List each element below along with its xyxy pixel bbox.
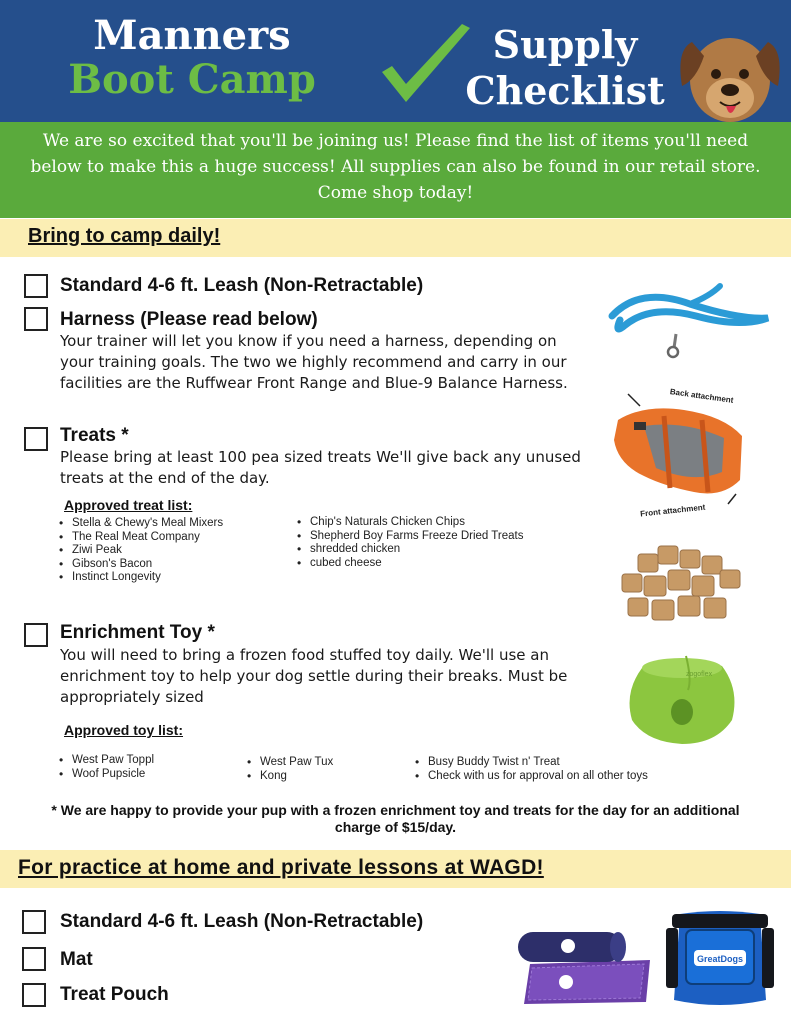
harness-back-label: Back attachment — [669, 387, 734, 405]
list-item: • Ziwi Peak — [58, 544, 223, 558]
enrichment-title: Enrichment Toy * — [60, 622, 215, 643]
dog-face-icon — [674, 20, 786, 124]
intro-banner — [0, 122, 791, 218]
checklist-title-line2: Checklist — [465, 68, 665, 113]
harness-front-label: Front attachment — [639, 502, 706, 519]
enrichment-description: You will need to bring a frozen food stuffed toy daily. We'll use an enrichment toy to help your dog settle during their breaks. Must be appropriately sized — [60, 646, 568, 706]
leash-title: Standard 4-6 ft. Leash (Non-Retractable) — [60, 275, 424, 296]
treat-list-heading: Approved treat list: — [64, 497, 193, 513]
list-item: • cubed cheese — [296, 557, 523, 571]
home-section-heading: For practice at home and private lessons at WAGD! — [18, 856, 544, 879]
list-item: • Busy Buddy Twist n' Treat — [414, 756, 648, 770]
home-section-band — [0, 850, 791, 888]
list-item: • Check with us for approval on all other toys — [414, 770, 648, 784]
camp-title-line1: Manners — [93, 12, 291, 59]
toy-list-col3 — [414, 756, 648, 783]
toy-list-col2 — [246, 756, 333, 783]
toy-list-col1 — [58, 754, 154, 781]
harness-title: Harness (Please read below) — [60, 309, 318, 330]
mat-title: Mat — [60, 949, 93, 970]
enrichment-toy-image — [622, 650, 744, 746]
pouch-brand-text: GreatDogs — [696, 954, 744, 964]
header-banner — [0, 0, 791, 122]
harness-description: Your trainer will let you know if you need a harness, depending on your training goals. The two we highly recommend and carry in our facilities are the Ruffwear Front Range and Blue-9 Balance Harness. — [60, 332, 568, 392]
list-item: • Stella & Chewy's Meal Mixers — [58, 517, 223, 531]
list-item: • West Paw Tux — [246, 756, 333, 770]
toy-brand-text: zogoflex — [686, 671, 713, 678]
mat-checkbox[interactable] — [22, 947, 46, 971]
checklist-title-line1: Supply — [492, 22, 638, 67]
treat-pouch-image — [666, 908, 774, 1012]
harness-checkbox[interactable] — [24, 307, 48, 331]
list-item: • Shepherd Boy Farms Freeze Dried Treats — [296, 530, 523, 544]
daily-section-band — [0, 219, 791, 257]
list-item: • Woof Pupsicle — [58, 768, 154, 782]
mat-image — [510, 916, 658, 1012]
enrichment-checkbox[interactable] — [24, 623, 48, 647]
list-item: • Kong — [246, 770, 333, 784]
extra-charge-note: * We are happy to provide your pup with a frozen enrichment toy and treats for the day for an additional charge of $15/day. — [51, 802, 740, 835]
daily-section-heading: Bring to camp daily! — [28, 225, 221, 247]
list-item: • Gibson's Bacon — [58, 558, 223, 572]
treats-image — [614, 540, 746, 628]
intro-text: We are so excited that you'll be joining us! Please find the list of items you'll need below to make this a huge success! All supplies can also be found in our retail store. Come shop today! — [30, 131, 761, 203]
treats-description: Please bring at least 100 pea sized treats We'll give back any unused treats at the end of the day. — [60, 448, 581, 487]
home-leash-checkbox[interactable] — [22, 910, 46, 934]
list-item: • Chip's Naturals Chicken Chips — [296, 516, 523, 530]
list-item: • shredded chicken — [296, 543, 523, 557]
home-leash-title: Standard 4-6 ft. Leash (Non-Retractable) — [60, 911, 424, 932]
leash-image — [600, 276, 776, 360]
checklist-title — [450, 22, 680, 114]
camp-title-line2: Boot Camp — [68, 56, 316, 103]
toy-list-heading: Approved toy list: — [64, 722, 184, 738]
pouch-checkbox[interactable] — [22, 983, 46, 1007]
list-item: • Instinct Longevity — [58, 571, 223, 585]
harness-image — [604, 380, 754, 520]
list-item: • The Real Meat Company — [58, 531, 223, 545]
treats-checkbox[interactable] — [24, 427, 48, 451]
camp-title — [62, 14, 322, 102]
pouch-title: Treat Pouch — [60, 984, 169, 1005]
treat-list-col2 — [296, 516, 523, 570]
leash-checkbox[interactable] — [24, 274, 48, 298]
treat-list-col1 — [58, 517, 223, 585]
list-item: • West Paw Toppl — [58, 754, 154, 768]
treats-title: Treats * — [60, 425, 129, 446]
